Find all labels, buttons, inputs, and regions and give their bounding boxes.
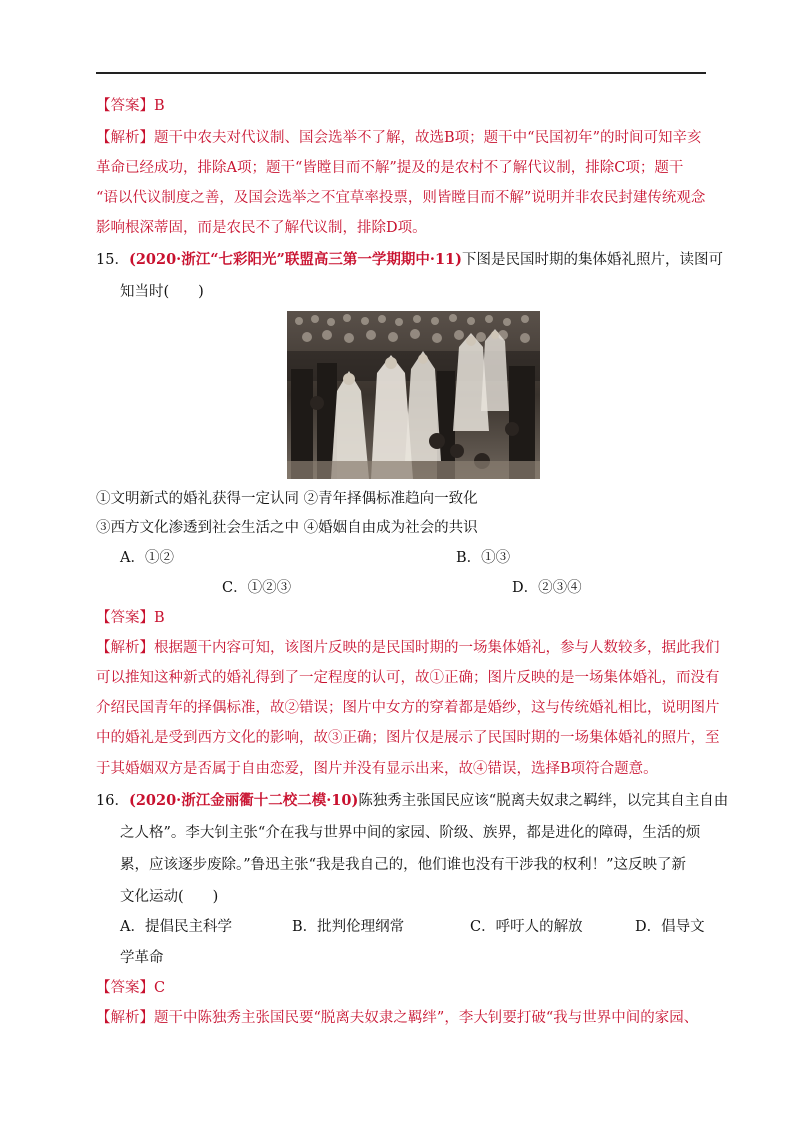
q15-stem-text: 下图是民国时期的集体婚礼照片，读图可	[461, 252, 723, 268]
q15-stem-cont: 知当时( )	[120, 284, 204, 300]
q16-stem-text: 陈独秀主张国民应该“脱离夫奴隶之羁绊，以完其自主自由	[358, 793, 729, 809]
q15-statement: ①文明新式的婚礼获得一定认同 ②青年择偶标准趋向一致化	[96, 491, 478, 507]
q14-analysis-line: “语以代议制度之善，及国会选举之不宜草率投票，则皆瞠目而不解”说明并非农民封建传统观念	[96, 190, 706, 206]
q15-option-c[interactable]: C．①②③	[222, 580, 292, 596]
wedding-photo	[287, 311, 540, 479]
q16-source: (2020·浙江金丽衢十二校二模·10)	[128, 792, 359, 809]
q15-analysis-line: 于其婚姻双方是否属于自由恋爱，图片并没有显示出来，故④错误，选择B项符合题意。	[96, 761, 658, 777]
q15-analysis-line: 中的婚礼是受到西方文化的影响，故③正确；图片仅是展示了民国时期的一场集体婚礼的照片，至	[96, 730, 720, 746]
q15-number: 15．	[96, 252, 129, 268]
q14-answer: 【答案】B	[96, 98, 165, 114]
q16-option-c[interactable]: C．呼吁人的解放	[470, 919, 583, 935]
q16-option-d-wrap: 学革命	[120, 950, 164, 966]
q16-option-d[interactable]: D．倡导文	[635, 919, 705, 935]
q16-option-b[interactable]: B．批判伦理纲常	[292, 919, 405, 935]
q15-analysis-line: 【解析】根据题干内容可知，该图片反映的是民国时期的一场集体婚礼，参与人数较多，据此我们	[96, 640, 720, 656]
q16-stem-cont: 之人格”。李大钊主张“介在我与世界中间的家园、阶级、族界，都是进化的障碍，生活的烦	[120, 825, 701, 841]
q16-option-a[interactable]: A．提倡民主科学	[120, 919, 232, 935]
q14-analysis-line: 影响根深蒂固，而是农民不了解代议制，排除D项。	[96, 220, 427, 236]
q15-statement: ③西方文化渗透到社会生活之中 ④婚姻自由成为社会的共识	[96, 520, 478, 536]
q16-stem	[96, 791, 729, 811]
q16-analysis-line: 【解析】题干中陈独秀主张国民要“脱离夫奴隶之羁绊”，李大钊要打破“我与世界中间的家园、	[96, 1010, 699, 1026]
q15-option-a[interactable]: A．①②	[120, 550, 174, 566]
q16-stem-cont: 文化运动( )	[120, 889, 219, 905]
q16-stem-cont: 累，应该逐步废除。”鲁迅主张“我是我自己的，他们谁也没有干涉我的权利！”这反映了新	[120, 857, 686, 873]
q15-analysis-line: 可以推知这种新式的婚礼得到了一定程度的认可，故①正确；图片反映的是一场集体婚礼，而没有	[96, 670, 720, 686]
q16-answer: 【答案】C	[96, 980, 166, 996]
header-rule	[96, 72, 706, 74]
q15-option-d[interactable]: D．②③④	[512, 580, 582, 596]
q16-number: 16．	[96, 793, 129, 809]
q15-analysis-line: 介绍民国青年的择偶标准，故②错误；图片中女方的穿着都是婚纱，这与传统婚礼相比，说明图片	[96, 700, 720, 716]
q14-analysis-line: 【解析】题干中农夫对代议制、国会选举不了解，故选B项；题干中“民国初年”的时间可知辛亥	[96, 130, 702, 146]
q15-option-b[interactable]: B．①③	[456, 550, 511, 566]
q15-answer: 【答案】B	[96, 610, 165, 626]
q15-stem	[96, 250, 723, 270]
q15-source: (2020·浙江“七彩阳光”联盟高三第一学期期中·11)	[128, 251, 462, 268]
q14-analysis-line: 革命已经成功，排除A项；题干“皆瞠目而不解”提及的是农村不了解代议制，排除C项；题干	[96, 160, 684, 176]
